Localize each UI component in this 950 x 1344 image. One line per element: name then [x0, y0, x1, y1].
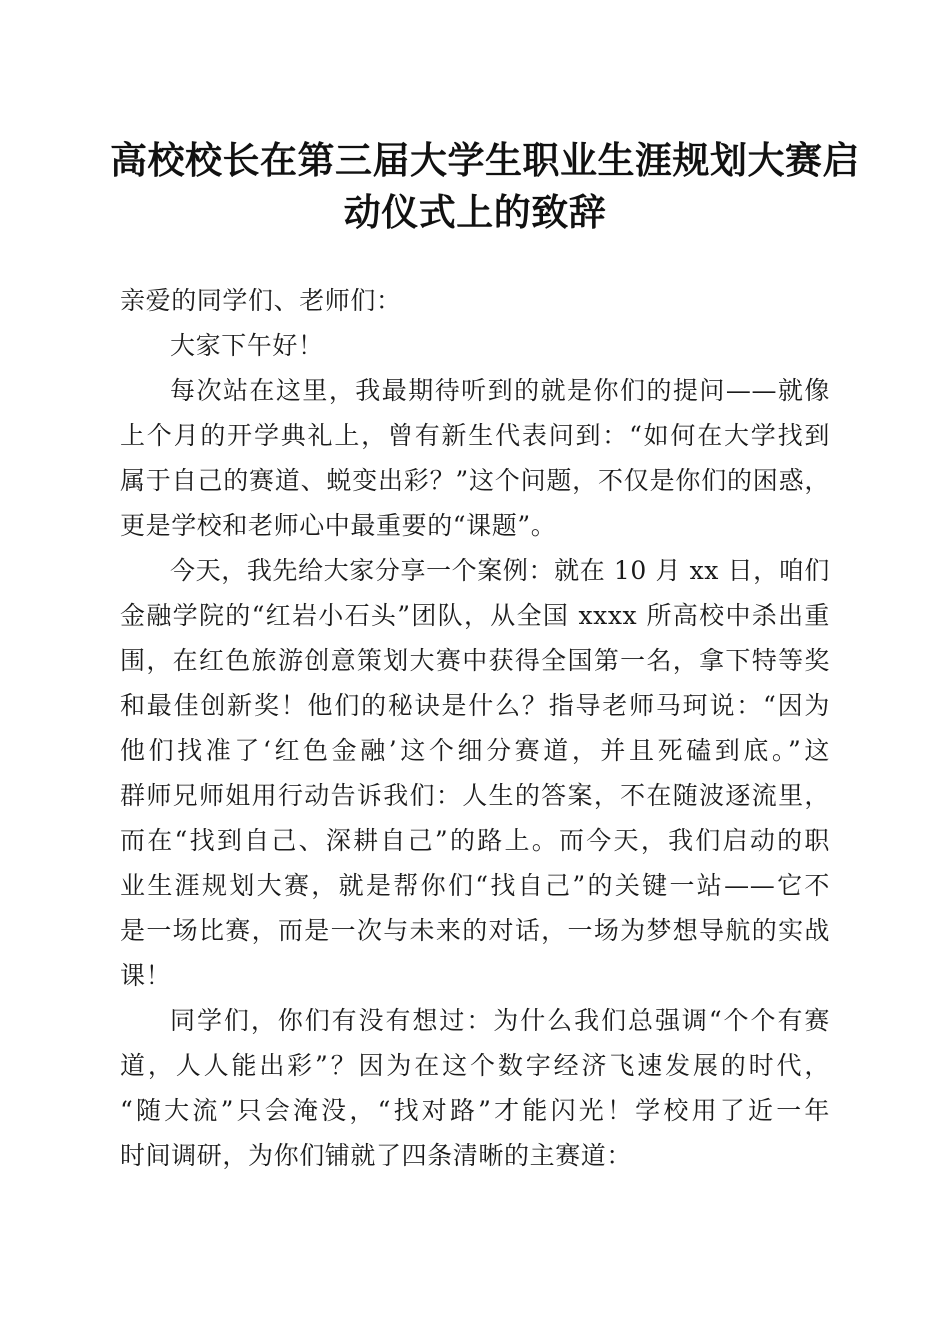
title-line-2: 动仪式上的致辞 — [343, 190, 607, 234]
paragraph-2-line: 是一场比赛，而是一次与未来的对话，一场为梦想导航的实战 — [120, 916, 830, 945]
paragraph-2-line: 而在“找到自己、深耕自己”的路上。而今天，我们启动的职 — [120, 826, 830, 855]
paragraph-2-line: 今天，我先给大家分享一个案例：就在 10 月 xx 日，咱们 — [170, 556, 830, 585]
paragraph-1-line: 上个月的开学典礼上，曾有新生代表问到：“如何在大学找到 — [120, 421, 830, 450]
paragraph-2 — [120, 548, 830, 998]
paragraph-3-line: 道，人人能出彩”？因为在这个数字经济飞速发展的时代， — [120, 1051, 830, 1080]
paragraph-2-line: 他们找准了‘红色金融’这个细分赛道，并且死磕到底。”这 — [120, 736, 830, 765]
salutation — [120, 278, 830, 323]
paragraph-3-line: 同学们，你们有没有想过：为什么我们总强调“个个有赛 — [170, 1006, 830, 1035]
paragraph-1-line: 更是学校和老师心中最重要的“课题”。 — [120, 511, 557, 540]
paragraph-1-line: 每次站在这里，我最期待听到的就是你们的提问——就像 — [170, 376, 830, 405]
paragraph-1 — [120, 368, 830, 548]
greeting — [120, 323, 830, 368]
paragraph-2-line: 课！ — [120, 961, 172, 990]
greeting-text: 大家下午好！ — [170, 331, 324, 360]
paragraph-2-line: 围，在红色旅游创意策划大赛中获得全国第一名，拿下特等奖 — [120, 646, 830, 675]
paragraph-2-line: 金融学院的“红岩小石头”团队，从全国 xxxx 所高校中杀出重 — [120, 601, 830, 630]
document-body — [120, 278, 830, 1178]
paragraph-3 — [120, 998, 830, 1178]
paragraph-2-line: 群师兄师姐用行动告诉我们：人生的答案，不在随波逐流里， — [120, 781, 830, 810]
salutation-text: 亲爱的同学们、老师们： — [120, 286, 402, 315]
document-title — [110, 134, 860, 238]
paragraph-1-line: 属于自己的赛道、蜕变出彩？”这个问题，不仅是你们的困惑， — [120, 466, 830, 495]
title-line-1: 高校校长在第三届大学生职业生涯规划大赛启 — [110, 138, 860, 182]
paragraph-2-line: 业生涯规划大赛，就是帮你们“找自己”的关键一站——它不 — [120, 871, 830, 900]
paragraph-3-line: 时间调研，为你们铺就了四条清晰的主赛道： — [120, 1141, 633, 1170]
paragraph-3-line: “随大流”只会淹没，“找对路”才能闪光！学校用了近一年 — [120, 1096, 830, 1125]
paragraph-2-line: 和最佳创新奖！他们的秘诀是什么？指导老师马珂说：“因为 — [120, 691, 830, 720]
